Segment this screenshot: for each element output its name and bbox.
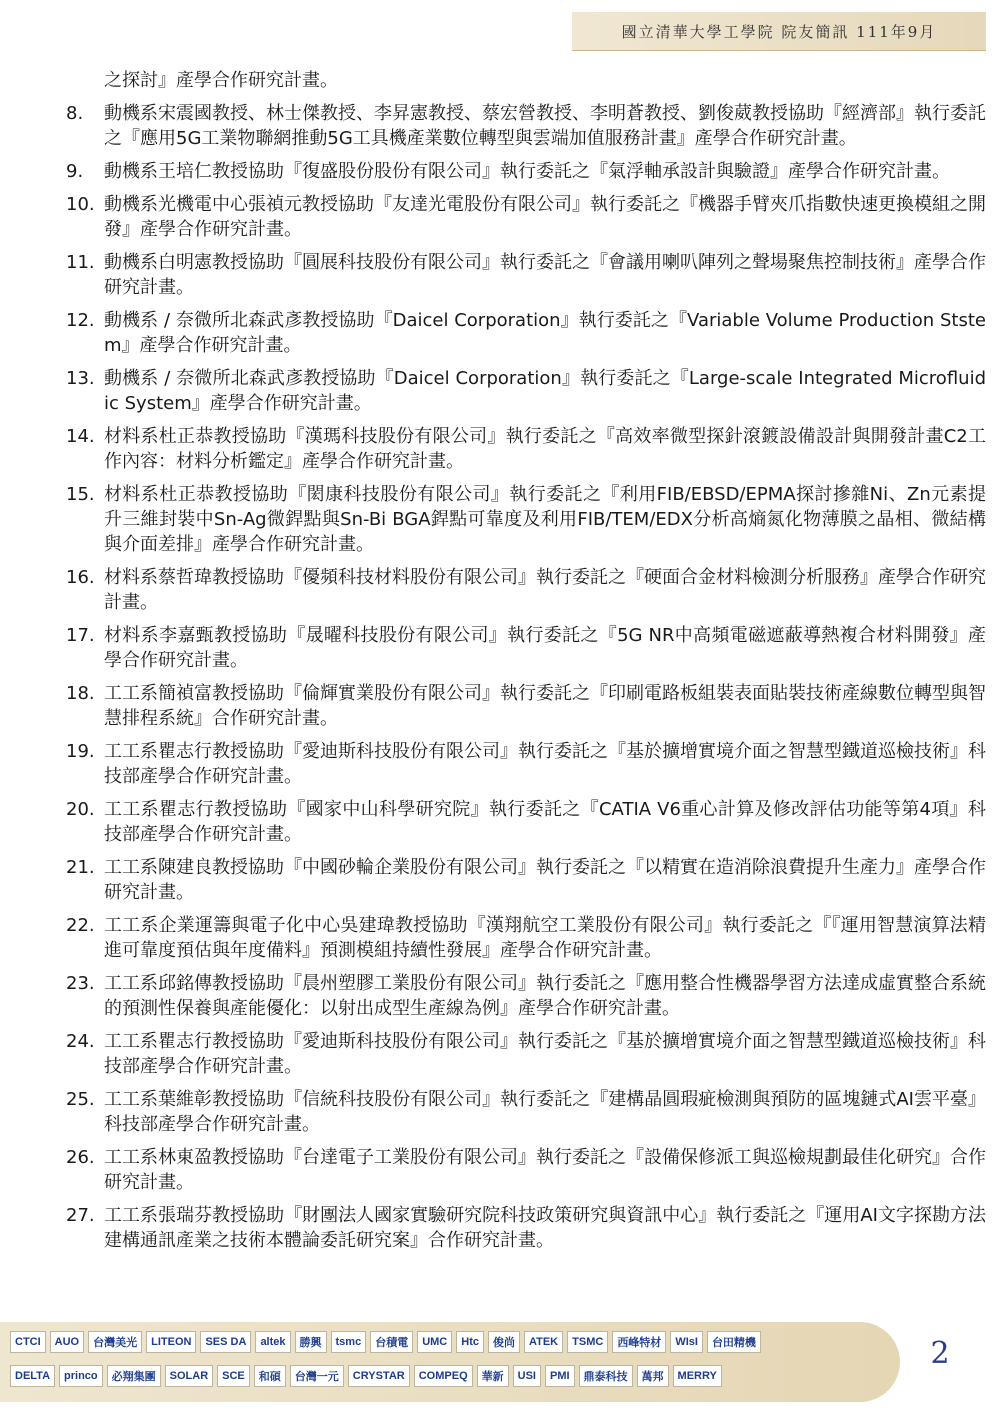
list-item bbox=[66, 1029, 986, 1079]
sponsor-logo: 台灣美光 bbox=[88, 1331, 142, 1353]
item-text: 材料系杜正恭教授協助『漢瑪科技股份有限公司』執行委託之『高效率微型探針滾鍍設備設計與開發計畫C2工作內容：材料分析鑑定』產學合作研究計畫。 bbox=[104, 426, 986, 472]
item-text: 工工系瞿志行教授協助『國家中山科學研究院』執行委託之『CATIA V6重心計算及修改評估功能等第4項』科技部產學合作研究計畫。 bbox=[104, 799, 986, 845]
item-text: 材料系杜正恭教授協助『閎康科技股份有限公司』執行委託之『利用FIB/EBSD/EPMA探討摻雜Ni、Zn元素提升三維封裝中Sn-Ag微銲點與Sn-Bi BGA銲點可靠度及利用FIB/TEM/EDX分析高熵氮化物薄膜之晶相、微結構與介面差排』產學合作研究計畫。 bbox=[104, 484, 986, 555]
sponsor-logos-row-1 bbox=[10, 1331, 761, 1355]
sponsor-logo: WIsI bbox=[670, 1331, 703, 1353]
sponsor-logo: LITEON bbox=[146, 1331, 196, 1353]
item-number: 22. bbox=[66, 915, 95, 936]
list-item bbox=[66, 366, 986, 416]
sponsor-logo: 台田精機 bbox=[707, 1331, 761, 1353]
item-number: 27. bbox=[66, 1205, 95, 1226]
item-number: 13. bbox=[66, 368, 95, 389]
sponsor-logo: CRYSTAR bbox=[348, 1365, 410, 1387]
list-item bbox=[66, 739, 986, 789]
sponsor-logo: tsmc bbox=[331, 1331, 367, 1353]
item-number: 14. bbox=[66, 426, 95, 447]
list-item bbox=[66, 855, 986, 905]
list-item bbox=[66, 1087, 986, 1137]
sponsor-logo: 俊尚 bbox=[488, 1331, 520, 1353]
item-text: 材料系李嘉甄教授協助『晟曜科技股份有限公司』執行委託之『5G NR中高頻電磁遮蔽導熱複合材料開發』產學合作研究計畫。 bbox=[104, 625, 986, 671]
item-number: 16. bbox=[66, 567, 95, 588]
item-number: 15. bbox=[66, 484, 95, 505]
list-item bbox=[66, 797, 986, 847]
sponsor-logo: UMC bbox=[417, 1331, 452, 1353]
sponsor-logo: ATEK bbox=[524, 1331, 563, 1353]
item-text: 動機系 / 奈微所北森武彥教授協助『Daicel Corporation』執行委託之『Variable Volume Production Ststem』產學合作研究計畫。 bbox=[104, 310, 986, 356]
sponsor-logo: DELTA bbox=[10, 1365, 55, 1387]
item-text: 動機系宋震國教授、林士傑教授、李昇憲教授、蔡宏營教授、李明蒼教授、劉俊葳教授協助『經濟部』執行委託之『應用5G工業物聯網推動5G工具機產業數位轉型與雲端加值服務計畫』產學合作研究計畫。 bbox=[104, 103, 986, 149]
item-number: 23. bbox=[66, 973, 95, 994]
item-number: 8. bbox=[66, 103, 84, 124]
sponsor-logo: SOLAR bbox=[165, 1365, 214, 1387]
sponsor-logo: USI bbox=[513, 1365, 541, 1387]
item-text: 動機系 / 奈微所北森武彥教授協助『Daicel Corporation』執行委託之『Large-scale Integrated Microfluidic System』產學合作研究計畫。 bbox=[104, 368, 986, 414]
list-item bbox=[66, 192, 986, 242]
sponsor-logo: princo bbox=[59, 1365, 103, 1387]
sponsor-logo: CTCI bbox=[10, 1331, 46, 1353]
item-text: 工工系邱銘傳教授協助『晨州塑膠工業股份有限公司』執行委託之『應用整合性機器學習方法達成虛實整合系統的預測性保養與產能優化：以射出成型生產線為例』產學合作研究計畫。 bbox=[104, 973, 986, 1019]
item-text: 工工系葉維彰教授協助『信統科技股份有限公司』執行委託之『建構晶圓瑕疵檢測與預防的區塊鏈式AI雲平臺』科技部產學合作研究計畫。 bbox=[104, 1089, 986, 1135]
list-item bbox=[66, 101, 986, 151]
item-text: 動機系王培仁教授協助『復盛股份股份有限公司』執行委託之『氣浮軸承設計與驗證』產學合作研究計畫。 bbox=[104, 161, 950, 182]
sponsor-logo: TSMC bbox=[567, 1331, 608, 1353]
item-number: 21. bbox=[66, 857, 95, 878]
item-number: 18. bbox=[66, 683, 95, 704]
item-text: 動機系白明憲教授協助『圓展科技股份有限公司』執行委託之『會議用喇叭陣列之聲場聚焦控制技術』產學合作研究計畫。 bbox=[104, 252, 986, 298]
sponsor-logos-row-2 bbox=[10, 1365, 722, 1389]
sponsor-logo: MERRY bbox=[673, 1365, 722, 1387]
item-number: 24. bbox=[66, 1031, 95, 1052]
sponsor-logo: COMPEQ bbox=[414, 1365, 473, 1387]
item-text: 工工系陳建良教授協助『中國砂輪企業股份有限公司』執行委託之『以精實在造消除浪費提升生產力』產學合作研究計畫。 bbox=[104, 857, 986, 903]
sponsor-logo: PMI bbox=[545, 1365, 575, 1387]
item-list bbox=[66, 68, 986, 1261]
sponsor-logo: 華新 bbox=[477, 1365, 509, 1387]
item-number: 10. bbox=[66, 194, 95, 215]
sponsor-logo: Htc bbox=[456, 1331, 484, 1353]
item-text: 材料系蔡哲瑋教授協助『優頻科技材料股份有限公司』執行委託之『硬面合金材料檢測分析服務』產學合作研究計畫。 bbox=[104, 567, 986, 613]
sponsor-logo: 鼎泰科技 bbox=[579, 1365, 633, 1387]
item-text: 工工系林東盈教授協助『台達電子工業股份有限公司』執行委託之『設備保修派工與巡檢規劃最佳化研究』合作研究計畫。 bbox=[104, 1147, 986, 1193]
sponsor-logo: 台積電 bbox=[370, 1331, 413, 1353]
sponsor-logo: 萬邦 bbox=[637, 1365, 669, 1387]
sponsor-logo: 西峰特材 bbox=[612, 1331, 666, 1353]
list-item bbox=[66, 159, 986, 184]
item-number: 20. bbox=[66, 799, 95, 820]
sponsor-logo: 台灣一元 bbox=[290, 1365, 344, 1387]
item-number: 25. bbox=[66, 1089, 95, 1110]
item-number: 12. bbox=[66, 310, 95, 331]
list-item bbox=[66, 913, 986, 963]
sponsor-logo: SCE bbox=[217, 1365, 250, 1387]
sponsor-logo: 和碩 bbox=[254, 1365, 286, 1387]
item-number: 9. bbox=[66, 161, 84, 182]
sponsor-logo: AUO bbox=[50, 1331, 84, 1353]
item-text: 工工系張瑞芬教授協助『財團法人國家實驗研究院科技政策研究與資訊中心』執行委託之『運用AI文字探勘方法建構通訊產業之技術本體論委託研究案』合作研究計畫。 bbox=[104, 1205, 986, 1251]
item-number: 17. bbox=[66, 625, 95, 646]
header-band bbox=[0, 0, 1000, 50]
item-text: 動機系光機電中心張禎元教授協助『友達光電股份有限公司』執行委託之『機器手臂夾爪指數快速更換模組之開發』產學合作研究計畫。 bbox=[104, 194, 986, 240]
list-item bbox=[66, 250, 986, 300]
item-number: 19. bbox=[66, 741, 95, 762]
newsletter-title: 國立清華大學工學院 院友簡訊 111年9月 bbox=[621, 22, 937, 41]
item-text: 工工系企業運籌與電子化中心吳建瑋教授協助『漢翔航空工業股份有限公司』執行委託之『『運用智慧演算法精進可靠度預估與年度備料』預測模組持續性發展』產學合作研究計畫。 bbox=[104, 915, 986, 961]
list-item bbox=[66, 1203, 986, 1253]
sponsor-logo: altek bbox=[255, 1331, 290, 1353]
header-tab bbox=[572, 12, 986, 51]
list-item bbox=[66, 424, 986, 474]
list-item bbox=[66, 308, 986, 358]
sponsor-logo: 必翔集團 bbox=[107, 1365, 161, 1387]
continued-item-text: 之探討』產學合作研究計畫。 bbox=[104, 70, 338, 91]
list-item bbox=[66, 1145, 986, 1195]
list-item bbox=[66, 482, 986, 557]
item-text: 工工系簡禎富教授協助『倫輝實業股份有限公司』執行委託之『印刷電路板組裝表面貼裝技術產線數位轉型與智慧排程系統』合作研究計畫。 bbox=[104, 683, 986, 729]
list-item bbox=[66, 971, 986, 1021]
item-text: 工工系瞿志行教授協助『愛迪斯科技股份有限公司』執行委託之『基於擴增實境介面之智慧型鐵道巡檢技術』科技部產學合作研究計畫。 bbox=[104, 1031, 986, 1077]
list-item bbox=[66, 623, 986, 673]
page-number: 2 bbox=[930, 1336, 950, 1371]
item-text: 工工系瞿志行教授協助『愛迪斯科技股份有限公司』執行委託之『基於擴增實境介面之智慧型鐵道巡檢技術』科技部產學合作研究計畫。 bbox=[104, 741, 986, 787]
item-number: 26. bbox=[66, 1147, 95, 1168]
list-item bbox=[66, 681, 986, 731]
list-item bbox=[66, 565, 986, 615]
sponsor-logo: 勝興 bbox=[295, 1331, 327, 1353]
item-number: 11. bbox=[66, 252, 95, 273]
sponsor-logo: SES DA bbox=[200, 1331, 251, 1353]
